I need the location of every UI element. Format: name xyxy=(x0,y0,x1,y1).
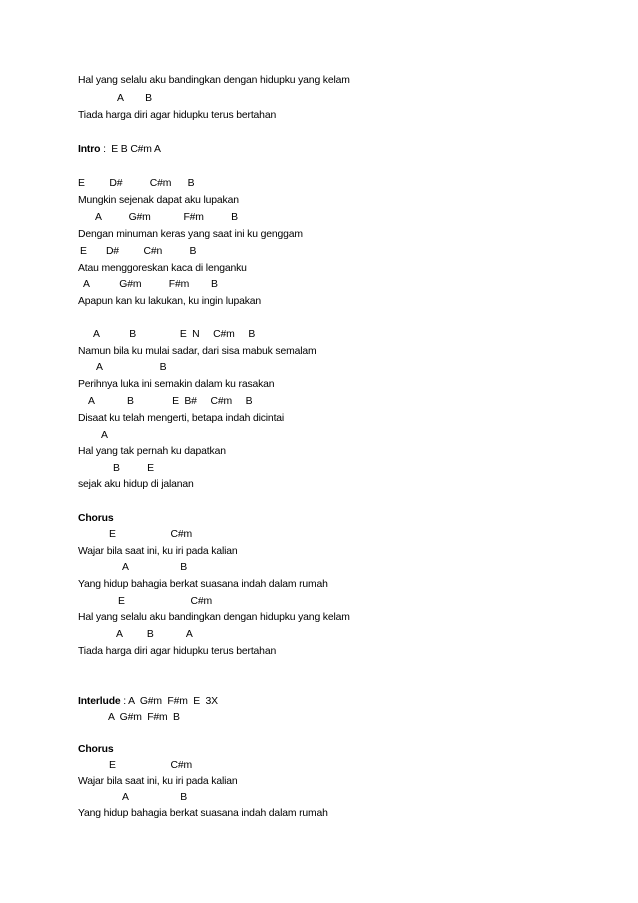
chord-line: A B xyxy=(96,362,167,373)
lyric-line: Mungkin sejenak dapat aku lupakan xyxy=(78,195,239,206)
chord-line: E C#m xyxy=(109,760,193,771)
lyric-line: Yang hidup bahagia berkat suasana indah dalam rumah xyxy=(78,808,328,819)
lyric-line: Namun bila ku mulai sadar, dari sisa mabuk semalam xyxy=(78,346,317,357)
lyric-line: Tiada harga diri agar hidupku terus bertahan xyxy=(78,110,277,121)
lyric-line: Apapun kan ku lakukan, ku ingin lupakan xyxy=(78,296,262,307)
lyric-line: Dengan minuman keras yang saat ini ku genggam xyxy=(78,229,303,240)
section-label-intro: Intro xyxy=(78,144,101,155)
section-label-chorus: Chorus xyxy=(78,744,114,755)
chord-line: A B A xyxy=(116,629,193,640)
chord-line: A B E B# C#m B xyxy=(88,396,253,407)
lyric-line: Tiada harga diri agar hidupku terus bertahan xyxy=(78,646,277,657)
interlude-line xyxy=(78,696,218,708)
lyric-line: Yang hidup bahagia berkat suasana indah dalam rumah xyxy=(78,579,328,590)
chord-line: E D# C#m B xyxy=(78,178,195,189)
chord-line: A B xyxy=(122,562,187,573)
interlude-chords: : A G#m F#m E 3X xyxy=(120,696,218,707)
lyric-line: Wajar bila saat ini, ku iri pada kalian xyxy=(78,776,238,787)
intro-line xyxy=(78,144,161,156)
lyric-line: Disaat ku telah mengerti, betapa indah dicintai xyxy=(78,413,285,424)
lyric-line: sejak aku hidup di jalanan xyxy=(78,479,194,490)
chord-line: E D# C#n B xyxy=(80,246,197,257)
section-label-interlude: Interlude xyxy=(78,696,121,707)
chord-line: A G#m F#m B xyxy=(108,712,180,723)
section-label-chorus: Chorus xyxy=(78,513,114,524)
chord-line: B E xyxy=(113,463,154,474)
lyric-line: Hal yang selalu aku bandingkan dengan hidupku yang kelam xyxy=(78,612,350,623)
chord-line: A B E N C#m B xyxy=(93,329,256,340)
chord-line: A B xyxy=(117,93,152,104)
intro-chords: : E B C#m A xyxy=(100,144,161,155)
chord-line: A xyxy=(101,430,108,441)
lyric-line: Perihnya luka ini semakin dalam ku rasakan xyxy=(78,379,275,390)
lyric-line: Hal yang selalu aku bandingkan dengan hidupku yang kelam xyxy=(78,75,350,86)
chord-line: E C#m xyxy=(109,529,193,540)
chord-line: A B xyxy=(122,792,187,803)
lyric-line: Atau menggoreskan kaca di lenganku xyxy=(78,263,247,274)
lyric-line: Hal yang tak pernah ku dapatkan xyxy=(78,446,226,457)
lyric-line: Wajar bila saat ini, ku iri pada kalian xyxy=(78,546,238,557)
chord-line: A G#m F#m B xyxy=(95,212,238,223)
chord-line: A G#m F#m B xyxy=(83,279,218,290)
chord-line: E C#m xyxy=(118,596,212,607)
